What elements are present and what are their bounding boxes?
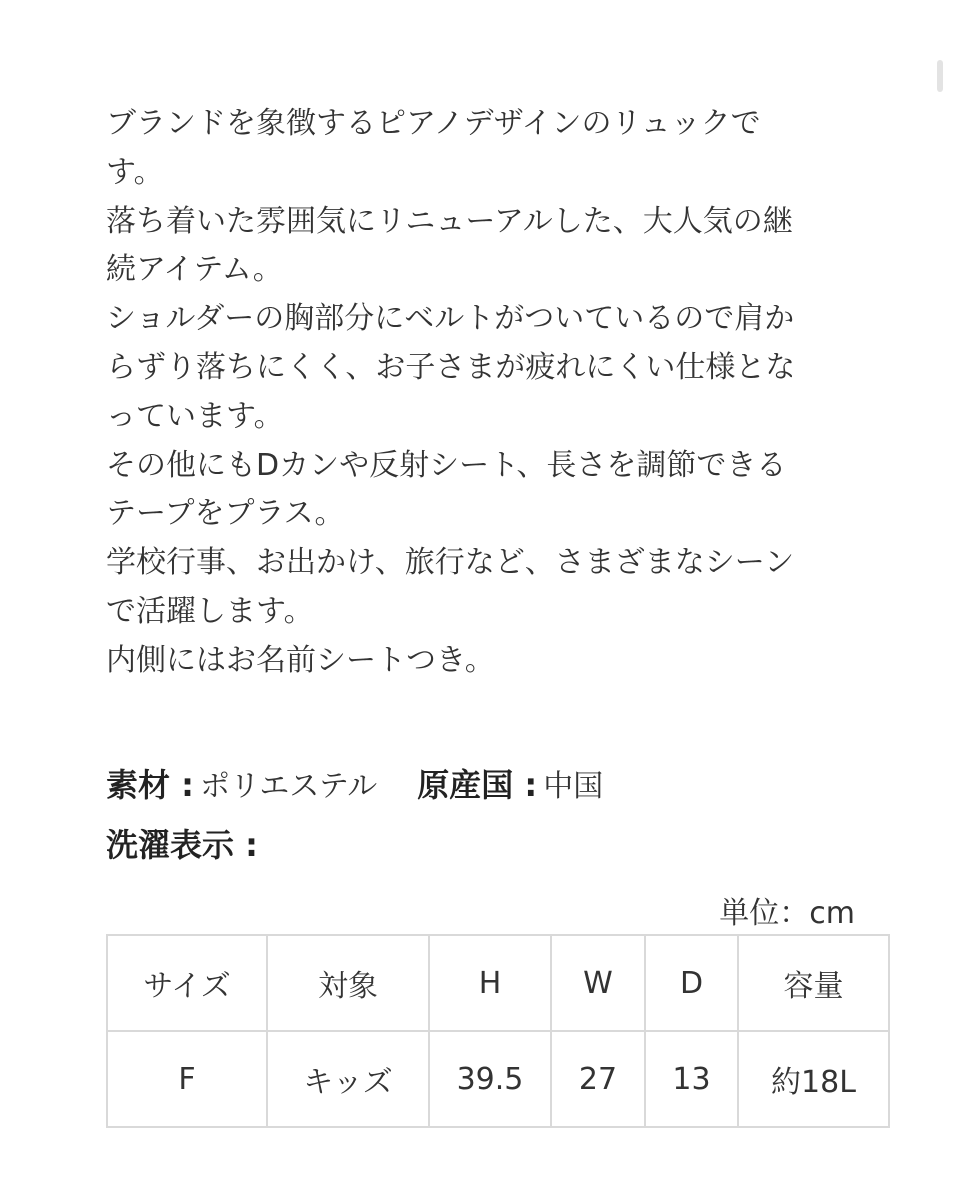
size-table [106,934,890,1128]
table-header-row [107,935,889,1031]
description-line: 落ち着いた雰囲気にリニューアルした、大人気の継 [106,203,793,239]
description-line: す。 [106,154,164,190]
origin-value: 中国 [543,769,604,804]
table-header-cell: 容量 [738,935,889,1031]
table-cell: 27 [551,1031,645,1127]
table-cell: キッズ [267,1031,429,1127]
table-header-cell: W [551,935,645,1031]
description-line: 内側にはお名前シートつき。 [106,642,495,678]
product-description [106,100,866,686]
table-row [107,1031,889,1127]
table-header-cell: H [429,935,551,1031]
scrollbar-thumb[interactable] [937,60,943,92]
table-cell: 39.5 [429,1031,551,1127]
table-cell: 約18L [738,1031,889,1127]
description-line: その他にもDカンや反射シート、長さを調節できる [106,447,787,483]
spec-row-material-origin [106,760,603,806]
table-cell: F [107,1031,267,1127]
description-line: らずり落ちにくく、お子さまが疲れにくい仕様とな [106,349,796,385]
table-header-cell: 対象 [267,935,429,1031]
table-header-cell: サイズ [107,935,267,1031]
description-line: で活躍します。 [106,593,314,629]
description-line: ブランドを象徴するピアノデザインのリュックで [106,106,761,141]
table-header-cell: D [645,935,738,1031]
origin-label: 原産国 : [417,766,538,804]
spec-row-care [106,820,258,866]
description-line: っています。 [106,398,284,434]
description-line: 続アイテム。 [106,252,283,288]
care-label: 洗濯表示 : [106,826,258,864]
material-label: 素材 : [106,766,194,804]
table-cell: 13 [645,1031,738,1127]
material-value: ポリエステル [199,769,378,804]
description-line: ショルダーの胸部分にベルトがついているので肩か [106,301,795,337]
unit-label: 単位：cm [719,896,855,931]
description-line: 学校行事、お出かけ、旅行など、さまざまなシーン [106,545,795,581]
description-line: テープをプラス。 [106,496,345,532]
